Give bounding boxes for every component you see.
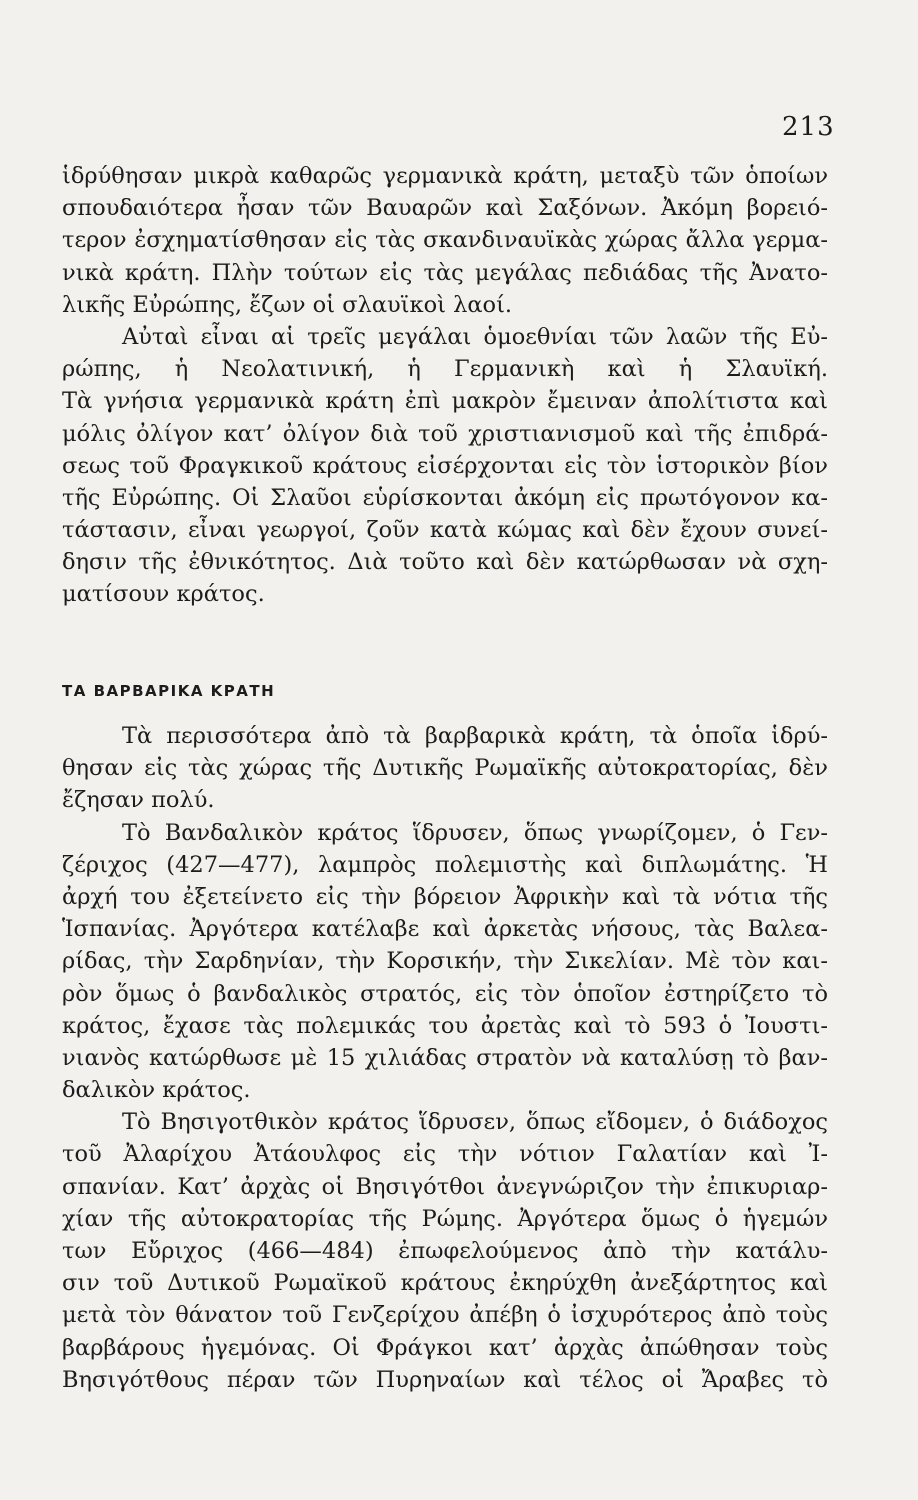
text-line: ἱδρύθησαν μικρὰ καθαρῶς γερμανικὰ κράτη, μεταξὺ τῶν ὁποίων [62,163,828,189]
text-line: Τὰ περισσότερα ἀπὸ τὰ βαρβαρικὰ κράτη, τὰ ὁποῖα ἱδρύ- [122,723,828,749]
text-line: σεως τοῦ Φραγκικοῦ κράτους εἰσέρχονται εἰς τὸν ἱστορικὸν βίον [62,452,828,479]
text-line: σπανίαν. Κατ’ ἀρχὰς οἱ Βησιγότθοι ἀνεγνώριζον τὴν ἐπικυριαρ- [62,1173,828,1200]
text-line: ζέριχος (427—477), λαμπρὸς πολεμιστὴς καὶ διπλωμάτης. Ἡ [62,851,828,878]
text-line: τερον ἐσχηματίσθησαν εἰς τὰς σκανδιναυϊκὰς χώρας ἄλλα γερμα- [62,227,828,254]
text-line: των Εὔριχος (466—484) ἐπωφελούμενος ἀπὸ τὴν κατάλυ- [62,1238,828,1264]
text-line: νικὰ κράτη. Πλὴν τούτων εἰς τὰς μεγάλας πεδιάδας τῆς Ἀνατο- [62,259,828,286]
text-line: Τὸ Βησιγοτθικὸν κράτος ἵδρυσεν, ὅπως εἴδομεν, ὁ διάδοχος [122,1109,828,1136]
text-line: δησιν τῆς ἐθνικότητος. Διὰ τοῦτο καὶ δὲν κατώρθωσαν νὰ σχη- [62,549,828,576]
text-line: Ἱσπανίας. Ἀργότερα κατέλαβε καὶ ἀρκετὰς νήσους, τὰς Βαλεα- [62,916,828,943]
text-line: τάστασιν, εἶναι γεωργοί, ζοῦν κατὰ κώμας καὶ δὲν ἔχουν συνεί- [62,517,828,544]
text-line: ρὸν ὅμως ὁ βανδαλικὸς στρατός, εἰς τὸν ὁποῖον ἐστηρίζετο τὸ [62,980,828,1007]
text-line: ρίδας, τὴν Σαρδηνίαν, τὴν Κορσικήν, τὴν Σικελίαν. Μὲ τὸν και- [62,948,828,975]
text-line: Τὸ Βανδαλικὸν κράτος ἵδρυσεν, ὅπως γνωρίζομεν, ὁ Γεν- [122,819,828,846]
text-line: τοῦ Ἀλαρίχου Ἀτάουλφος εἰς τὴν νότιον Γαλατίαν καὶ Ἰ- [62,1141,828,1168]
text-line: θησαν εἰς τὰς χώρας τῆς Δυτικῆς Ρωμαϊκῆς αὐτοκρατορίας, δὲν [62,755,828,782]
text-line: βαρβάρους ἡγεμόνας. Οἱ Φράγκοι κατ’ ἀρχὰς ἀπώθησαν τοὺς [62,1334,828,1361]
text-line: λικῆς Εὐρώπης, ἔζων οἱ σλαυϊκοὶ λαοί. [62,291,513,318]
text-line: σιν τοῦ Δυτικοῦ Ρωμαϊκοῦ κράτους ἐκηρύχθη ἀνεξάρτητος καὶ [62,1270,828,1297]
text-line: μόλις ὀλίγον κατ’ ὀλίγον διὰ τοῦ χριστιανισμοῦ καὶ τῆς ἐπιδρά- [62,420,828,447]
text-line: ρώπης, ἡ Νεολατινική, ἡ Γερμανικὴ καὶ ἡ Σλαυϊκή. [62,356,828,383]
text-line: Τὰ γνήσια γερμανικὰ κράτη ἐπὶ μακρὸν ἔμειναν ἀπολίτιστα καὶ [62,388,828,415]
text-line: κράτος, ἔχασε τὰς πολεμικάς του ἀρετὰς καὶ τὸ 593 ὁ Ἰουστι- [62,1012,828,1039]
text-line: Βησιγότθους πέραν τῶν Πυρηναίων καὶ τέλος οἱ Ἄραβες τὸ [62,1366,828,1393]
text-line: νιανὸς κατώρθωσε μὲ 15 χιλιάδας στρατὸν νὰ καταλύσῃ τὸ βαν- [62,1044,828,1071]
text-block-intro [62,160,828,611]
text-block-barbarian-states [62,720,828,1396]
text-line: μετὰ τὸν θάνατον τοῦ Γενζερίχου ἀπέβη ὁ ἰσχυρότερος ἀπὸ τοὺς [62,1302,828,1329]
text-line: ἔζησαν πολύ. [62,787,215,814]
text-line: ματίσουν κράτος. [62,581,265,608]
page-number: 213 [782,112,835,142]
text-line: ἀρχή του ἐξετείνετο εἰς τὴν βόρειον Ἀφρικὴν καὶ τὰ νότια τῆς [62,883,828,910]
text-line: Αὐταὶ εἶναι αἱ τρεῖς μεγάλαι ὁμοεθνίαι τῶν λαῶν τῆς Εὐ- [122,323,828,350]
text-line: σπουδαιότερα ἦσαν τῶν Βαυαρῶν καὶ Σαξόνων. Ἀκόμη βορειό- [62,195,828,222]
text-line: δαλικὸν κράτος. [62,1077,251,1104]
text-line: χίαν τῆς αὐτοκρατορίας τῆς Ρώμης. Ἀργότερα ὅμως ὁ ἡγεμών [62,1205,828,1232]
text-line: τῆς Εὐρώπης. Οἱ Σλαῦοι εὑρίσκονται ἀκόμη εἰς πρωτόγονον κα- [62,484,828,511]
section-heading: ΤΑ ΒΑΡΒΑΡΙΚΑ ΚΡΑΤΗ [62,682,276,700]
